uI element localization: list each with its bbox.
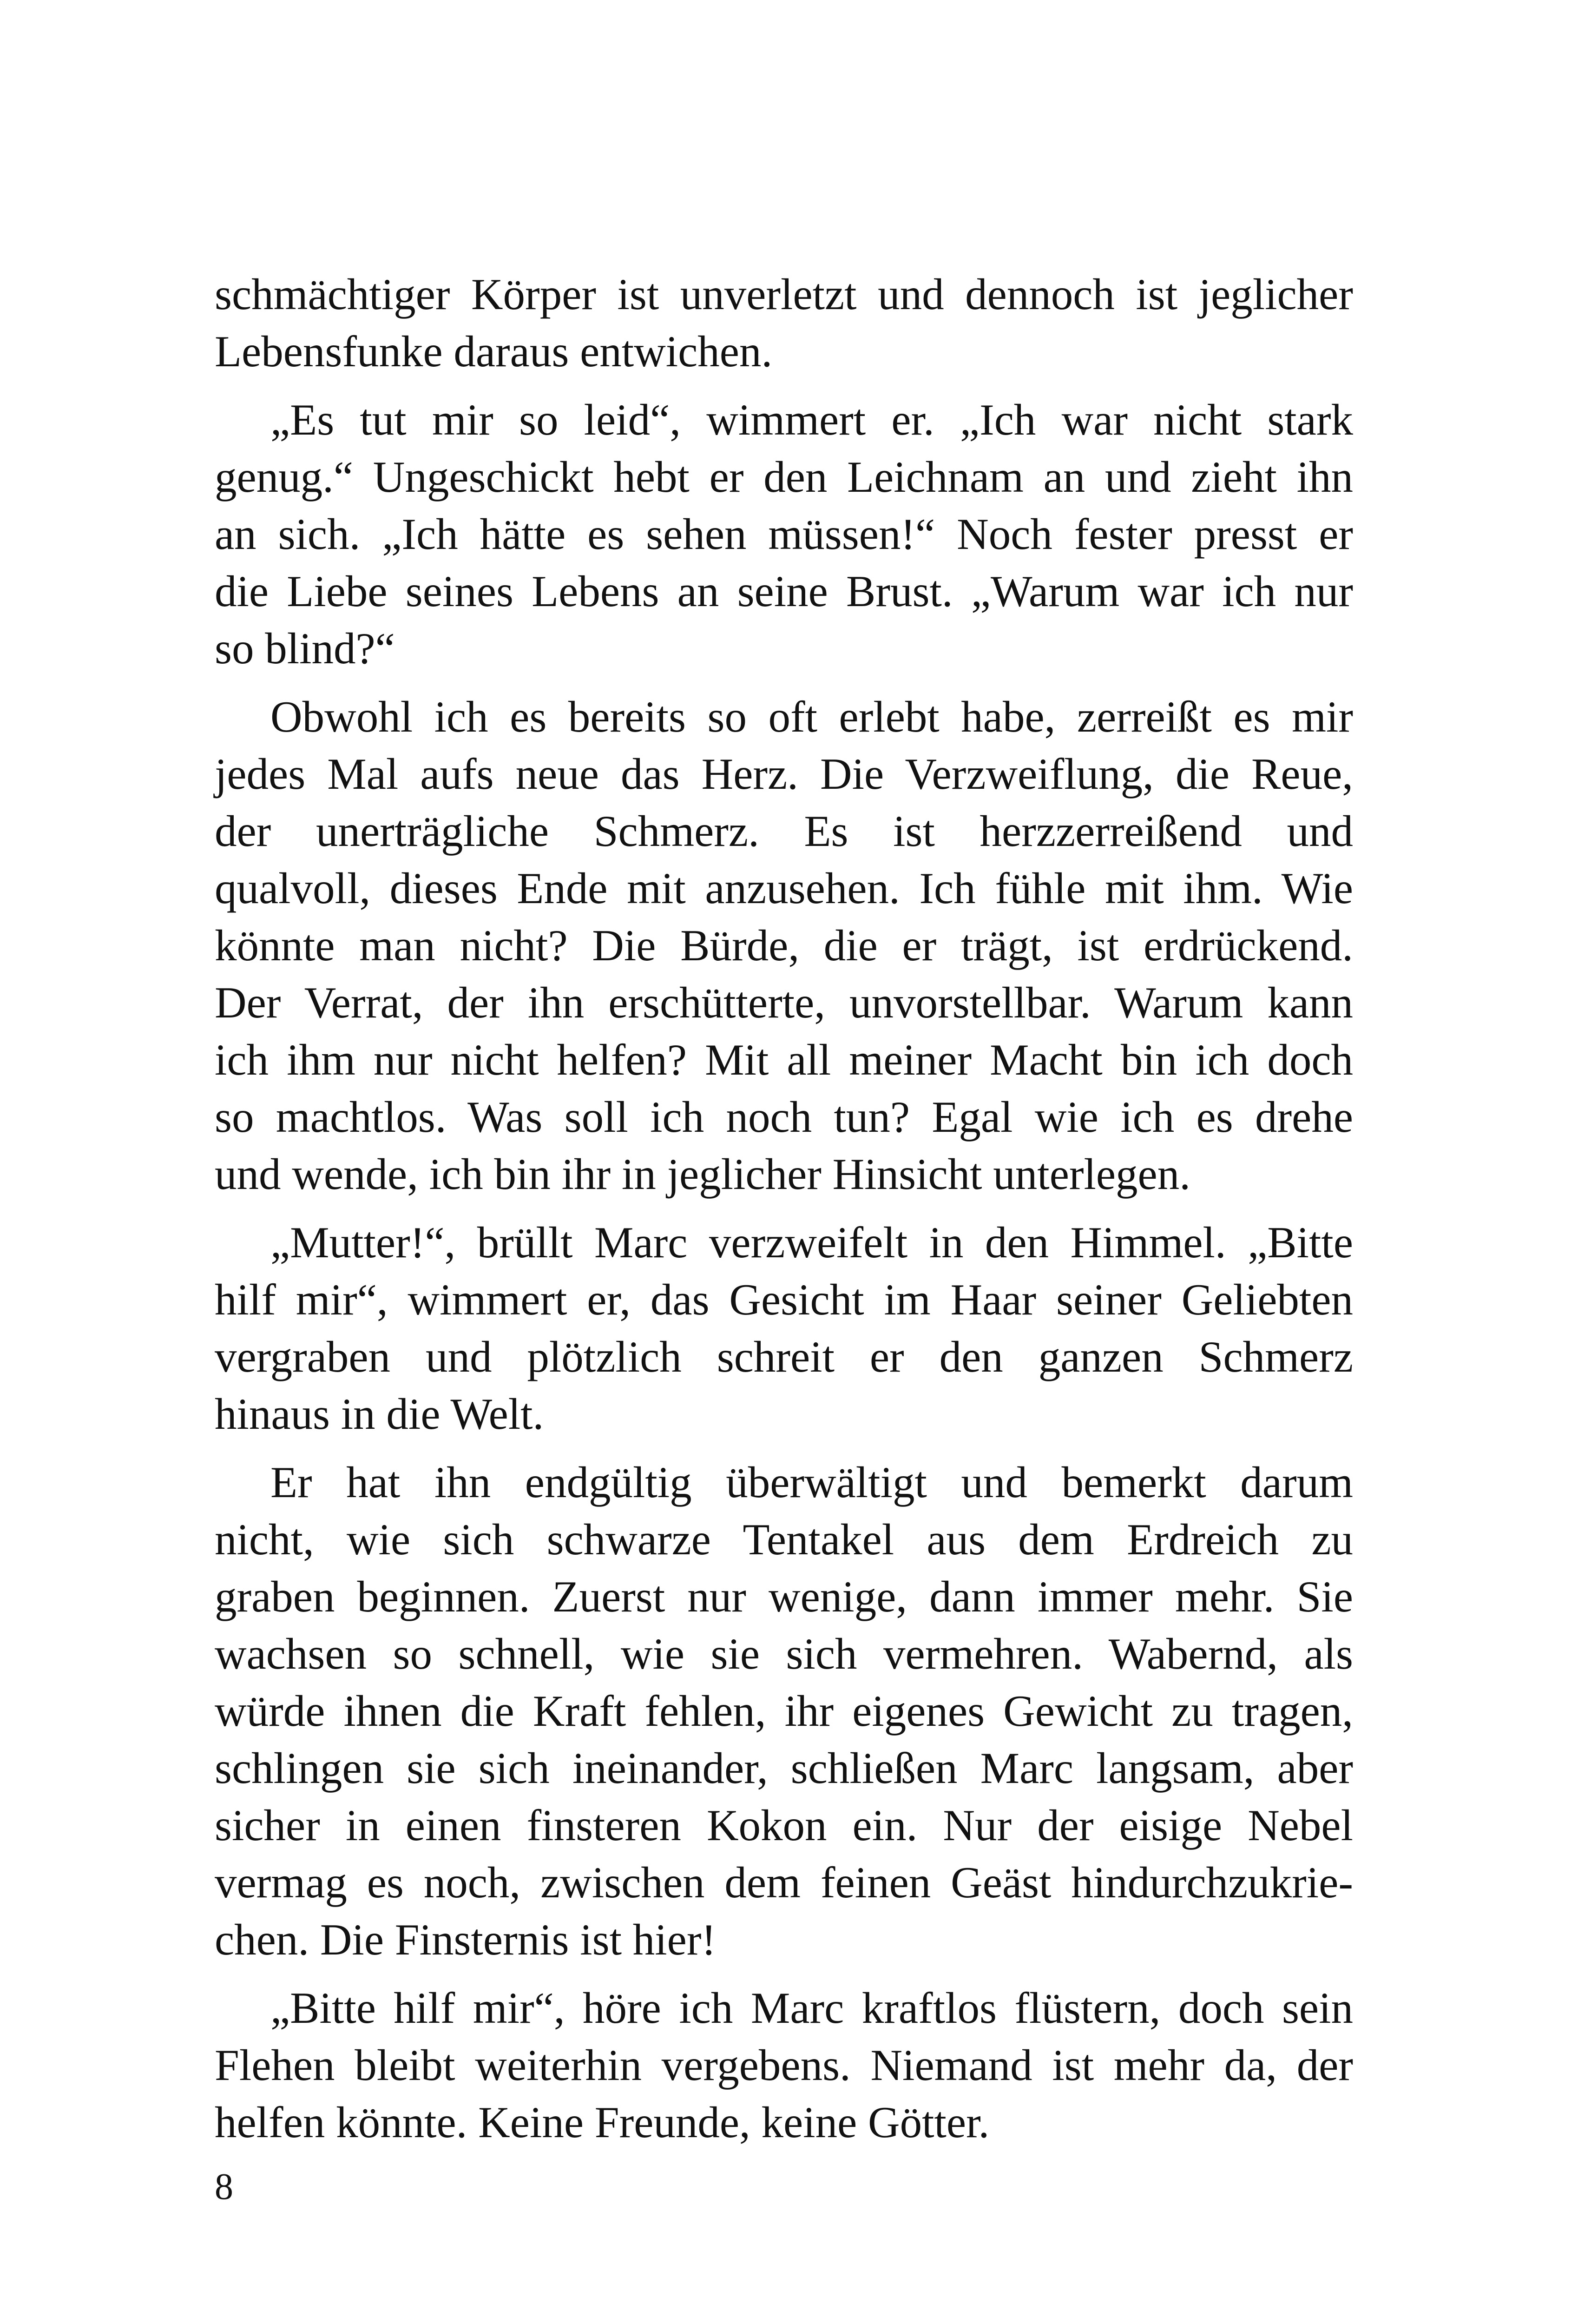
text-line: hilf mir“, wimmert er, das Gesicht im Haar seiner Geliebten [215,1275,1353,1324]
text-line: hinaus in die Welt. [215,1389,544,1439]
text-line: wachsen so schnell, wie sie sich vermehren. Wabernd, als [215,1629,1353,1678]
text-line: vergraben und plötzlich schreit er den ganzen Schmerz [215,1332,1353,1381]
paragraph [215,1214,1353,1443]
paragraph [215,391,1353,677]
text-line: an sich. „Ich hätte es sehen müssen!“ Noch fester presst er [215,509,1353,559]
text-line: „Bitte hilf mir“, höre ich Marc kraftlos flüstern, doch sein [270,1983,1353,2033]
text-line: jedes Mal aufs neue das Herz. Die Verzweiflung, die Reue, [215,749,1353,799]
text-line: schlingen sie sich ineinander, schließen Marc langsam, aber [215,1743,1353,1793]
body-text [215,266,1353,2151]
text-line: schmächtiger Körper ist unverletzt und dennoch ist jeglicher [215,270,1353,319]
paragraph [215,688,1353,1203]
paragraph [215,1454,1353,1968]
text-line: Er hat ihn endgültig überwältigt und bemerkt darum [270,1458,1353,1507]
text-line: und wende, ich bin ihr in jeglicher Hinsicht unterlegen. [215,1149,1190,1199]
text-line: könnte man nicht? Die Bürde, die er trägt, ist erdrückend. [215,921,1353,970]
text-line: Der Verrat, der ihn erschütterte, unvorstellbar. Warum kann [215,978,1353,1027]
text-line: Obwohl ich es bereits so oft erlebt habe, zerreißt es mir [270,692,1353,741]
text-line: der unerträgliche Schmerz. Es ist herzzerreißend und [215,806,1353,856]
text-line: so blind?“ [215,624,395,673]
text-line: die Liebe seines Lebens an seine Brust. „Warum war ich nur [215,567,1353,616]
text-line: ich ihm nur nicht helfen? Mit all meiner Macht bin ich doch [215,1035,1353,1084]
page-number: 8 [215,2166,233,2207]
text-line: Lebensfunke daraus entwichen. [215,327,773,376]
text-line: helfen könnte. Keine Freunde, keine Götter. [215,2098,990,2147]
paragraph [215,266,1353,380]
text-line: chen. Die Finsternis ist hier! [215,1915,717,1964]
text-line: nicht, wie sich schwarze Tentakel aus dem Erdreich zu [215,1515,1353,1564]
text-line: vermag es noch, zwischen dem feinen Geäst hindurchzukrie- [215,1858,1353,1907]
text-line: genug.“ Ungeschickt hebt er den Leichnam an und zieht ihn [215,452,1353,502]
text-line: Flehen bleibt weiterhin vergebens. Niemand ist mehr da, der [215,2040,1353,2090]
text-line: graben beginnen. Zuerst nur wenige, dann immer mehr. Sie [215,1572,1353,1621]
text-line: qualvoll, dieses Ende mit anzusehen. Ich fühle mit ihm. Wie [215,864,1353,913]
paragraph [215,1980,1353,2151]
text-line: „Es tut mir so leid“, wimmert er. „Ich war nicht stark [270,395,1353,444]
text-line: so machtlos. Was soll ich noch tun? Egal wie ich es drehe [215,1092,1353,1142]
text-line: sicher in einen finsteren Kokon ein. Nur der eisige Nebel [215,1801,1353,1850]
text-line: „Mutter!“, brüllt Marc verzweifelt in den Himmel. „Bitte [270,1218,1353,1267]
text-line: würde ihnen die Kraft fehlen, ihr eigenes Gewicht zu tragen, [215,1686,1353,1736]
